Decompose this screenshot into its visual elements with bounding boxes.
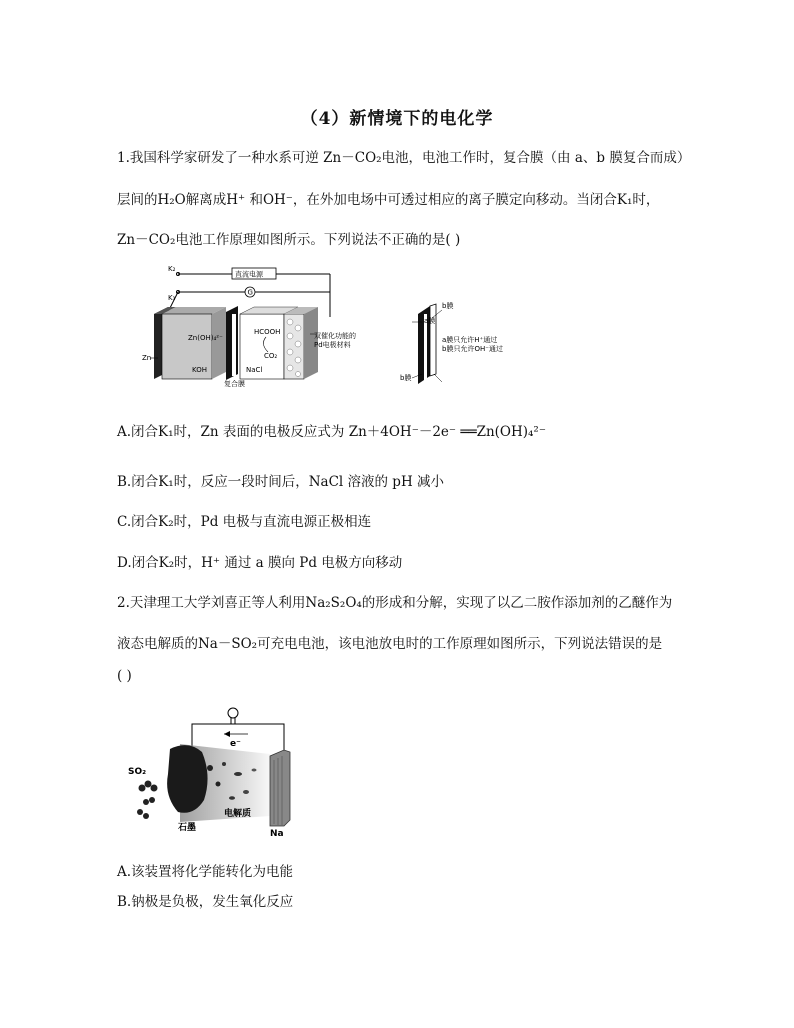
k2-label: K₂: [168, 265, 176, 273]
electrolyte-label: 电解质: [224, 809, 252, 819]
a-membrane-label: a膜: [424, 317, 436, 325]
k1-label: K₁: [168, 294, 176, 302]
q1-option-c: C.闭合K₂时，Pd 电极与直流电源正极相连: [117, 514, 372, 530]
q1-stem-line-2: 层间的H₂O解离成H⁺ 和OH⁻，在外加电场中可透过相应的离子膜定向移动。当闭合K₁时，: [117, 192, 660, 208]
power-label: 直流电源: [235, 270, 263, 279]
nacl-label: NaCl: [246, 366, 263, 374]
q1-cell-diagram: [140, 262, 356, 390]
so2-label: SO₂: [128, 767, 147, 777]
q1-option-d: D.闭合K₂时，H⁺ 通过 a 膜向 Pd 电极方向移动: [117, 555, 403, 571]
electron-label: e⁻: [230, 739, 241, 749]
q1-option-b: B.闭合K₁时，反应一段时间后，NaCl 溶液的 pH 减小: [117, 474, 445, 490]
page-title: （4）新情境下的电化学: [300, 109, 494, 129]
zn-complex-label: Zn(OH)₄²⁻: [188, 334, 223, 342]
koh-label: KOH: [192, 366, 207, 374]
zn-label: Zn: [142, 354, 152, 362]
na-label: Na: [270, 829, 284, 839]
pd-label-2: Pd电极材料: [314, 341, 351, 349]
graphite-label: 石墨: [178, 823, 197, 833]
b-membrane-label-top: b膜: [442, 302, 454, 310]
co2-label: CO₂: [264, 352, 278, 360]
sodium-electrode: [270, 750, 290, 826]
q1-membrane-diagram: [398, 298, 548, 388]
q2-option-b: B.钠极是负极，发生氧化反应: [117, 894, 294, 910]
q1-option-a: A.闭合K₁时，Zn 表面的电极反应式为 Zn＋4OH⁻－2e⁻ ══Zn(OH)₄²⁻: [117, 424, 546, 440]
q2-stem-line-1: 2.天津理工大学刘喜正等人利用Na₂S₂O₄的形成和分解，实现了以乙二胺作添加剂的乙醚作为: [117, 595, 673, 611]
q1-stem-line-3: Zn－CO₂电池工作原理如图所示。下列说法不正确的是( ): [117, 232, 461, 248]
membrane-note-2: b膜只允许OH⁻通过: [442, 345, 503, 353]
membrane-label: 复合膜: [224, 380, 245, 388]
light-bulb-icon: [228, 708, 238, 718]
hcooh-label: HCOOH: [254, 328, 281, 336]
electron-flow-arrow-icon: [224, 731, 230, 737]
b-membrane-label-bottom: b膜: [400, 374, 412, 382]
q1-stem-line-1: 1.我国科学家研发了一种水系可逆 Zn－CO₂电池，电池工作时，复合膜（由 a、b 膜复合而成）: [117, 150, 691, 166]
q2-option-a: A.该装置将化学能转化为电能: [117, 864, 294, 880]
q2-battery-diagram: [120, 704, 310, 838]
graphite-electrode: [167, 745, 207, 813]
pd-label-1: 双催化功能的: [314, 332, 356, 340]
g-label: G: [247, 288, 253, 297]
q2-stem-line-3: ( ): [117, 668, 132, 684]
q2-stem-line-2: 液态电解质的Na－SO₂可充电电池，该电池放电时的工作原理如图所示，下列说法错误的是: [117, 636, 663, 652]
membrane-note-1: a膜只允许H⁺通过: [442, 336, 498, 344]
